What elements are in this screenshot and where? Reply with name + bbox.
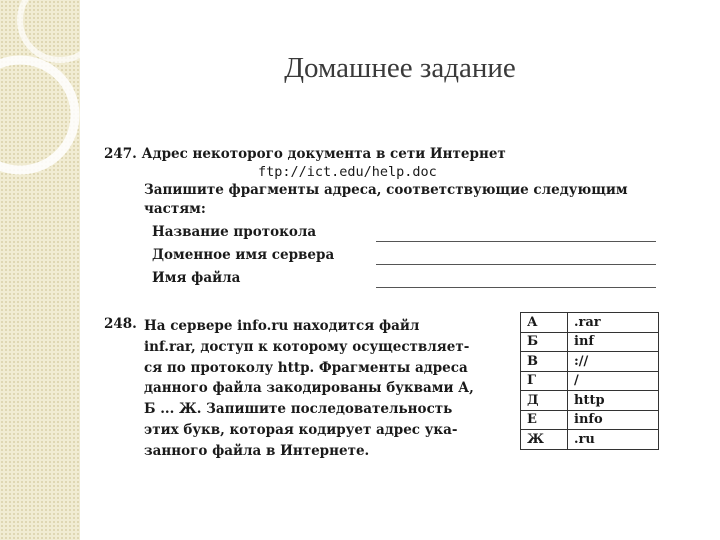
table-row: Ж .ru bbox=[521, 430, 659, 450]
fragment-code-table bbox=[520, 312, 659, 450]
answer-line-domain bbox=[376, 264, 656, 265]
task-247-part-filename: Имя файла bbox=[152, 270, 241, 286]
task-247-address: ftp://ict.edu/help.doc bbox=[258, 164, 437, 180]
task-248-text: На сервере info.ru находится файл inf.rar, доступ к которому осуществляет- ся по протоколу http. Фрагменты адреса данного файла закодированы буквами А, Б ... Ж. Запишите последовательность этих букв, которая кодирует адрес ука- занного файла в Интернете. bbox=[144, 318, 474, 459]
table-row: В :// bbox=[521, 352, 659, 372]
task-247-part-protocol: Название протокола bbox=[152, 224, 317, 240]
task-247-part-domain: Доменное имя сервера bbox=[152, 247, 335, 263]
task-247-line-3: Запишите фрагменты адреса, соответствующие следующим bbox=[144, 182, 628, 198]
answer-line-filename bbox=[376, 287, 656, 288]
page-title: Домашнее задание bbox=[284, 52, 516, 84]
task-247-number: 247. bbox=[104, 146, 137, 162]
task-248-number: 248. bbox=[104, 316, 137, 332]
decorative-circles bbox=[0, 0, 130, 200]
task-247-line-1: 247. Адрес некоторого документа в сети Интернет bbox=[104, 146, 506, 162]
table-row: Б inf bbox=[521, 332, 659, 352]
table-row: Е info bbox=[521, 410, 659, 430]
table-row: Д http bbox=[521, 391, 659, 411]
table-row: Г / bbox=[521, 371, 659, 391]
answer-line-protocol bbox=[376, 241, 656, 242]
task-247-line-4: частям: bbox=[144, 201, 206, 217]
table-row: А .rar bbox=[521, 313, 659, 333]
